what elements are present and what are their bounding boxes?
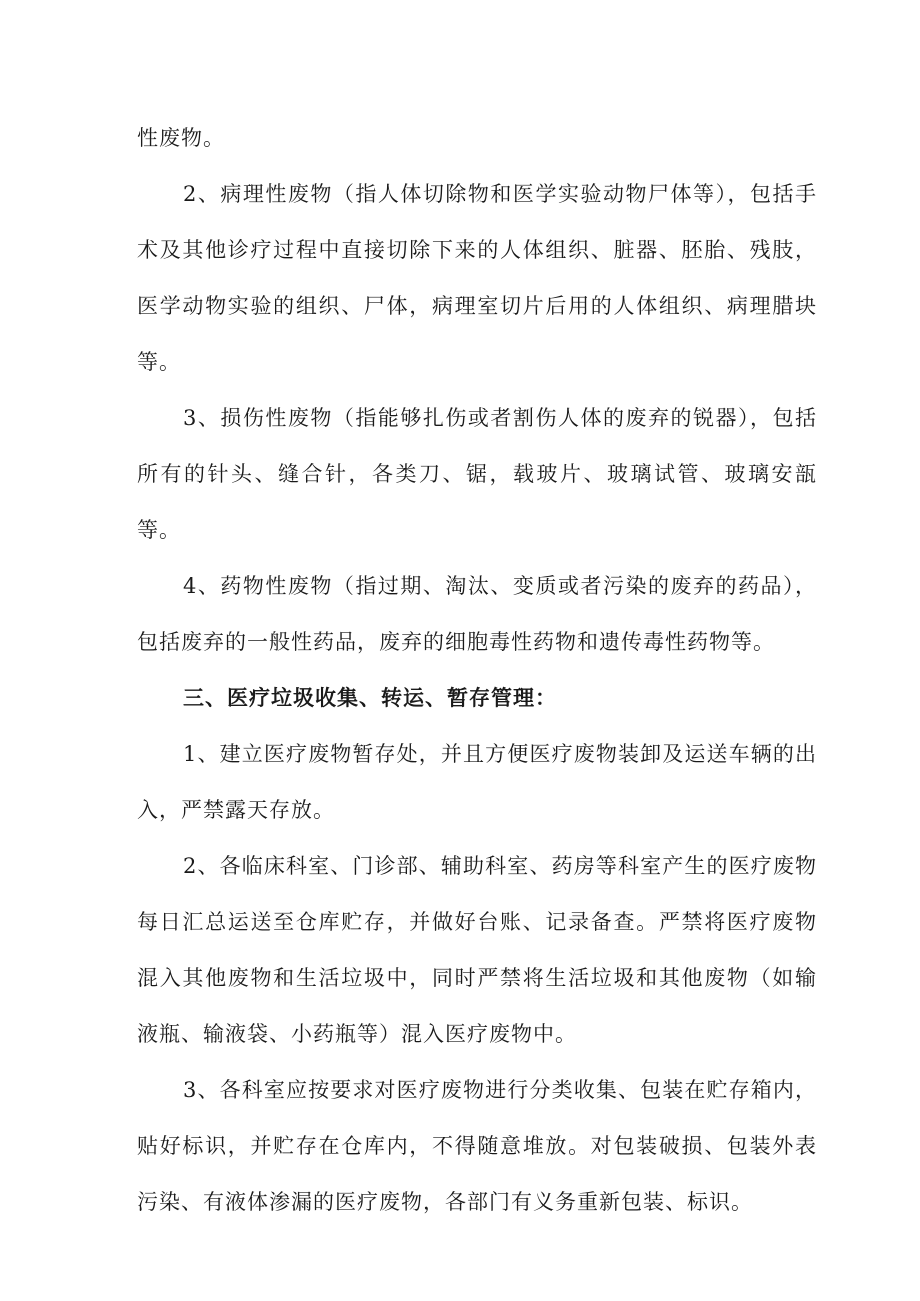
paragraph-daily-transport: 2、各临床科室、门诊部、辅助科室、药房等科室产生的医疗废物每日汇总运送至仓库贮存，并做好台账、记录备查。严禁将医疗废物混入其他废物和生活垃圾中，同时严禁将生活垃圾和其他废物（如输液瓶、输液袋、小药瓶等）混入医疗废物中。 bbox=[137, 854, 817, 1046]
paragraph-storage-site: 1、建立医疗废物暂存处，并且方便医疗废物装卸及运送车辆的出入，严禁露天存放。 bbox=[137, 742, 817, 822]
paragraph-pharmaceutical-waste: 4、药物性废物（指过期、淘汰、变质或者污染的废弃的药品），包括废弃的一般性药品，废弃的细胞毒性药物和遗传毒性药物等。 bbox=[137, 574, 817, 654]
section-heading: 三、医疗垃圾收集、转运、暂存管理： bbox=[183, 686, 557, 710]
paragraph-pathological-waste: 2、病理性废物（指人体切除物和医学实验动物尸体等），包括手术及其他诊疗过程中直接切除下来的人体组织、脏器、胚胎、残肢，医学动物实验的组织、尸体，病理室切片后用的人体组织、病理腊块等。 bbox=[137, 182, 817, 374]
paragraph-sharps-waste: 3、损伤性废物（指能够扎伤或者割伤人体的废弃的锐器），包括所有的针头、缝合针，各类刀、锯，载玻片、玻璃试管、玻璃安瓿等。 bbox=[137, 406, 817, 542]
paragraph-classified-collection: 3、各科室应按要求对医疗废物进行分类收集、包装在贮存箱内，贴好标识，并贮存在仓库内，不得随意堆放。对包装破损、包装外表污染、有液体渗漏的医疗废物，各部门有义务重新包装、标识。 bbox=[137, 1078, 817, 1214]
paragraph-continuation: 性废物。 bbox=[137, 126, 225, 150]
document-body bbox=[137, 110, 817, 1230]
